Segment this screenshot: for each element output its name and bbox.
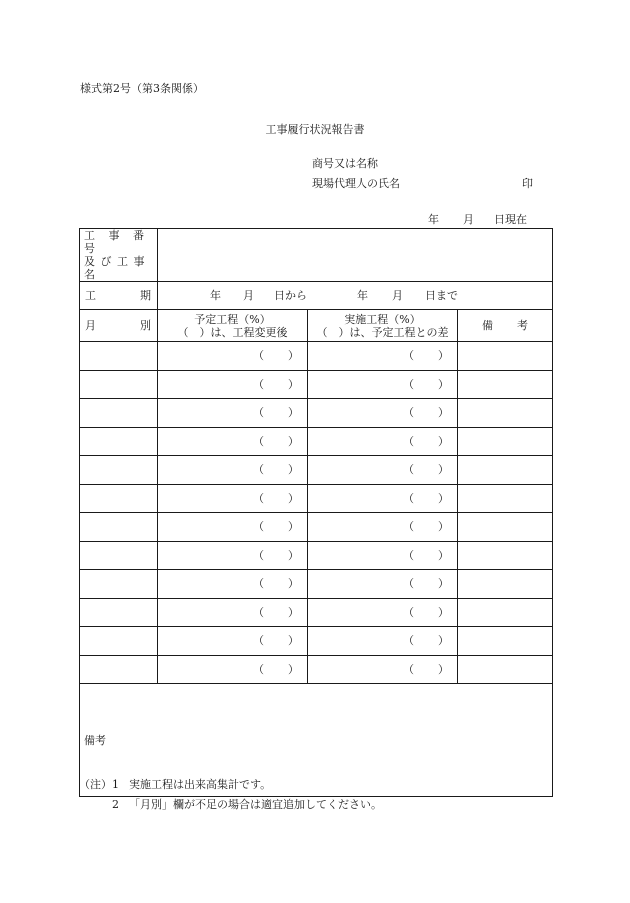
- paren-close: ）: [288, 406, 299, 420]
- remarks-header-a: 備: [482, 319, 493, 332]
- month-row: [80, 456, 553, 485]
- actual-cell[interactable]: [308, 484, 458, 513]
- period-label-a: 工: [85, 289, 96, 302]
- paren-open: （: [403, 349, 414, 363]
- note-text: 「月別」欄が不足の場合は適宜追加してください。: [129, 798, 382, 811]
- remarks-cell[interactable]: [458, 570, 553, 599]
- paren-close: ）: [288, 520, 299, 534]
- month-cell[interactable]: [80, 456, 158, 485]
- paren-close: ）: [438, 548, 449, 562]
- month-cell[interactable]: [80, 627, 158, 656]
- planned-cell[interactable]: [158, 541, 308, 570]
- remarks-cell[interactable]: [458, 399, 553, 428]
- paren-open: （: [253, 434, 264, 448]
- notes: [79, 775, 382, 815]
- month-row: [80, 513, 553, 542]
- paren-open: （: [403, 406, 414, 420]
- form-number: 様式第2号（第3条関係）: [80, 82, 204, 95]
- planned-cell[interactable]: [158, 627, 308, 656]
- progress-report-table: [79, 228, 553, 797]
- planned-cell[interactable]: [158, 342, 308, 371]
- paren-open: （: [403, 634, 414, 648]
- paren-open: （: [253, 662, 264, 676]
- actual-cell[interactable]: [308, 655, 458, 684]
- planned-cell[interactable]: [158, 370, 308, 399]
- paren-close: ）: [288, 548, 299, 562]
- actual-cell[interactable]: [308, 427, 458, 456]
- paren-open: （: [253, 463, 264, 477]
- date-month-label: 月: [463, 213, 474, 226]
- project-row: [80, 229, 553, 282]
- actual-cell[interactable]: [308, 570, 458, 599]
- paren-close: ）: [438, 491, 449, 505]
- paren-close: ）: [288, 463, 299, 477]
- month-cell[interactable]: [80, 399, 158, 428]
- month-row: [80, 570, 553, 599]
- period-field[interactable]: [158, 282, 553, 310]
- paren-close: ）: [438, 463, 449, 477]
- remarks-cell[interactable]: [458, 427, 553, 456]
- paren-close: ）: [288, 662, 299, 676]
- date-day-label: 日現在: [494, 213, 527, 226]
- remarks-cell[interactable]: [458, 627, 553, 656]
- month-header-a: 月: [85, 319, 96, 332]
- planned-cell[interactable]: [158, 655, 308, 684]
- remarks-header-cell: [458, 310, 553, 342]
- paren-open: （: [253, 406, 264, 420]
- note-item: [79, 795, 382, 815]
- paren-close: ）: [438, 605, 449, 619]
- paren-open: （: [253, 520, 264, 534]
- paren-close: ）: [438, 577, 449, 591]
- actual-cell[interactable]: [308, 342, 458, 371]
- project-name-field[interactable]: [158, 229, 553, 282]
- paren-open: （: [403, 463, 414, 477]
- planned-cell[interactable]: [158, 427, 308, 456]
- paren-close: ）: [438, 634, 449, 648]
- paren-open: （: [253, 377, 264, 391]
- actual-cell[interactable]: [308, 541, 458, 570]
- notes-tag: （注）: [79, 778, 112, 791]
- planned-cell[interactable]: [158, 484, 308, 513]
- period-row: [80, 282, 553, 310]
- month-row: [80, 541, 553, 570]
- paren-open: （: [253, 548, 264, 562]
- month-header-cell: [80, 310, 158, 342]
- actual-cell[interactable]: [308, 513, 458, 542]
- paren-open: （: [253, 491, 264, 505]
- actual-cell[interactable]: [308, 370, 458, 399]
- planned-header-line1: 予定工程（%）: [194, 312, 271, 326]
- planned-cell[interactable]: [158, 570, 308, 599]
- planned-header-cell: [158, 310, 308, 342]
- paren-close: ）: [288, 577, 299, 591]
- period-to-month: 月: [392, 289, 403, 302]
- paren-close: ）: [438, 434, 449, 448]
- remarks-cell[interactable]: [458, 370, 553, 399]
- paren-open: （: [403, 520, 414, 534]
- remarks-cell[interactable]: [458, 513, 553, 542]
- month-cell[interactable]: [80, 541, 158, 570]
- actual-header-line2: （ ）は、予定工程との差: [316, 325, 449, 339]
- month-row: [80, 342, 553, 371]
- month-row: [80, 627, 553, 656]
- paren-open: （: [253, 605, 264, 619]
- paren-close: ）: [288, 434, 299, 448]
- month-cell[interactable]: [80, 484, 158, 513]
- paren-close: ）: [288, 634, 299, 648]
- note-number: 2: [112, 798, 119, 811]
- month-cell[interactable]: [80, 427, 158, 456]
- paren-close: ）: [438, 520, 449, 534]
- column-header-row: [80, 310, 553, 342]
- site-agent-name-label: 現場代理人の氏名: [312, 177, 400, 190]
- date-year-label: 年: [428, 213, 439, 226]
- paren-close: ）: [438, 406, 449, 420]
- month-row: [80, 370, 553, 399]
- month-header-b: 別: [140, 319, 151, 332]
- actual-header-cell: [308, 310, 458, 342]
- month-row: [80, 399, 553, 428]
- remarks-cell[interactable]: [458, 598, 553, 627]
- actual-cell[interactable]: [308, 627, 458, 656]
- project-label-line2: 及 び 工 事 名: [84, 255, 146, 281]
- paren-close: ）: [438, 349, 449, 363]
- paren-open: （: [253, 634, 264, 648]
- remarks-cell[interactable]: [458, 484, 553, 513]
- remarks-cell[interactable]: [458, 655, 553, 684]
- note-number: 1: [112, 778, 119, 791]
- paren-close: ）: [288, 377, 299, 391]
- project-label-line1: 工 事 番 号: [84, 229, 149, 255]
- month-row: [80, 655, 553, 684]
- actual-cell[interactable]: [308, 399, 458, 428]
- period-from-month: 月: [243, 289, 254, 302]
- paren-open: （: [403, 605, 414, 619]
- document-title: 工事履行状況報告書: [265, 123, 365, 136]
- remarks-cell[interactable]: [458, 456, 553, 485]
- period-to-day: 日まで: [425, 289, 458, 302]
- period-from-day: 日から: [274, 289, 307, 302]
- period-to-year: 年: [357, 289, 368, 302]
- remarks-cell[interactable]: [458, 541, 553, 570]
- month-row: [80, 484, 553, 513]
- period-label-cell: [80, 282, 158, 310]
- paren-open: （: [403, 662, 414, 676]
- month-cell[interactable]: [80, 370, 158, 399]
- remarks-header-b: 考: [517, 319, 529, 332]
- planned-cell[interactable]: [158, 513, 308, 542]
- paren-close: ）: [438, 377, 449, 391]
- note-text: 実施工程は出来高集計です。: [129, 778, 272, 791]
- company-name-label: 商号又は名称: [312, 157, 378, 170]
- paren-open: （: [253, 349, 264, 363]
- month-row: [80, 598, 553, 627]
- project-label-cell: [80, 229, 158, 282]
- paren-close: ）: [438, 662, 449, 676]
- period-from-year: 年: [210, 289, 221, 302]
- planned-header-line2: （ ）は、工程変更後: [177, 325, 288, 339]
- month-cell[interactable]: [80, 513, 158, 542]
- seal-mark: 印: [522, 177, 533, 190]
- month-row: [80, 427, 553, 456]
- paren-open: （: [403, 434, 414, 448]
- month-cell[interactable]: [80, 342, 158, 371]
- month-cell[interactable]: [80, 598, 158, 627]
- planned-cell[interactable]: [158, 399, 308, 428]
- paren-close: ）: [288, 491, 299, 505]
- paren-open: （: [403, 548, 414, 562]
- remarks-cell[interactable]: [458, 342, 553, 371]
- actual-cell[interactable]: [308, 598, 458, 627]
- planned-cell[interactable]: [158, 598, 308, 627]
- planned-cell[interactable]: [158, 456, 308, 485]
- month-cell[interactable]: [80, 655, 158, 684]
- month-cell[interactable]: [80, 570, 158, 599]
- paren-close: ）: [288, 605, 299, 619]
- actual-cell[interactable]: [308, 456, 458, 485]
- paren-open: （: [403, 377, 414, 391]
- paren-open: （: [403, 491, 414, 505]
- actual-header-line1: 実施工程（%）: [344, 312, 421, 326]
- paren-close: ）: [288, 349, 299, 363]
- period-label-b: 期: [140, 289, 151, 302]
- paren-open: （: [403, 577, 414, 591]
- report-date-line: [428, 211, 527, 227]
- remarks-label: 備考: [84, 733, 106, 747]
- note-item: [79, 775, 382, 795]
- paren-open: （: [253, 577, 264, 591]
